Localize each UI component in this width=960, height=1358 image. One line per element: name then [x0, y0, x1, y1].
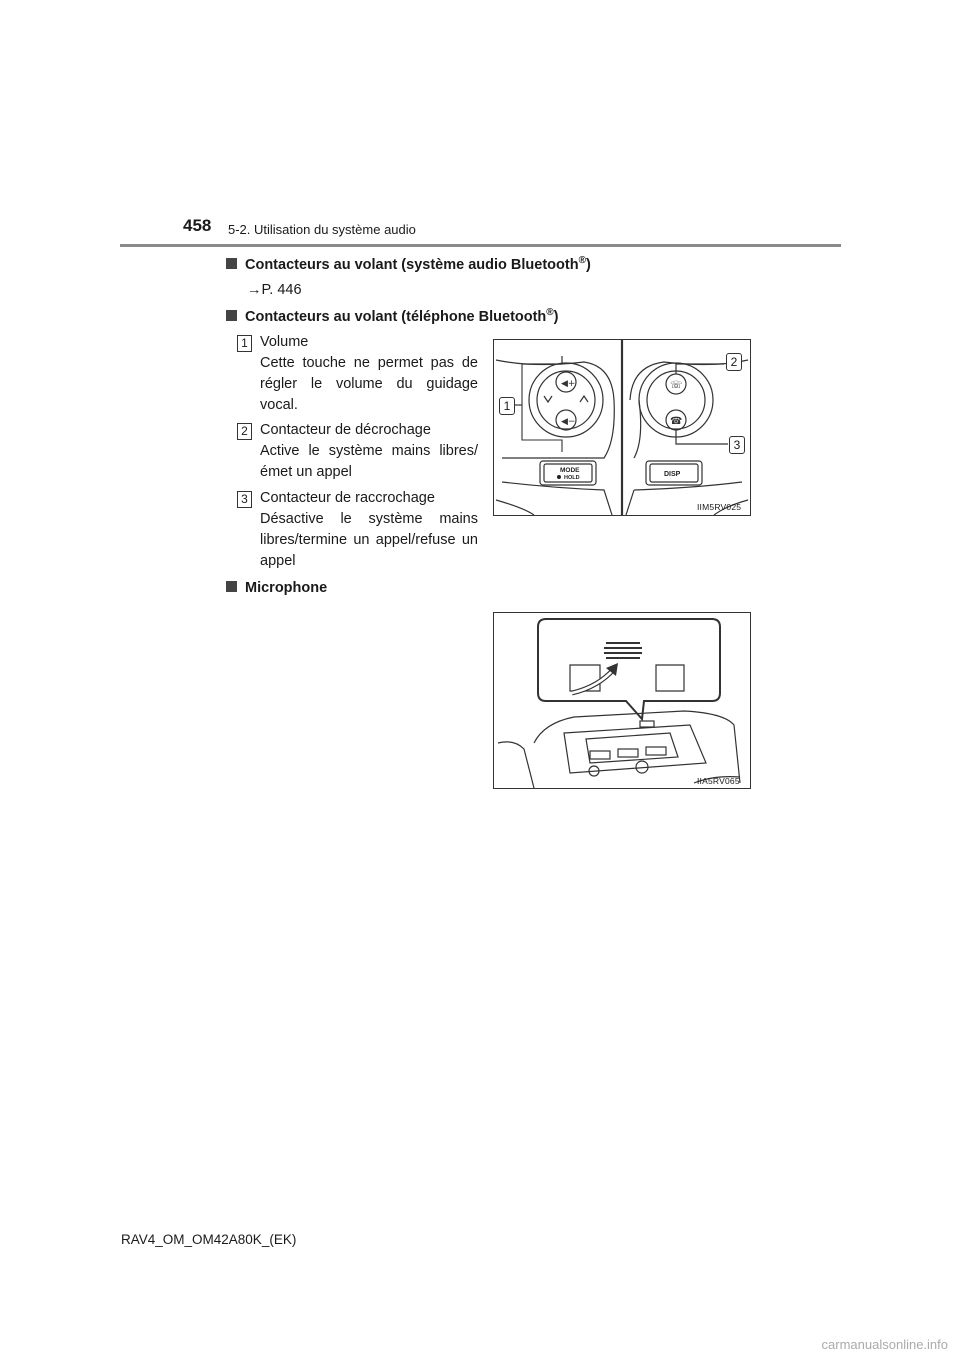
- hold-button-label: HOLD: [564, 475, 580, 481]
- callout-2-badge: 2: [726, 353, 742, 371]
- volume-up-icon: ◀+: [561, 379, 576, 389]
- heading-audio-switches: Contacteurs au volant (système audio Bluetooth®): [226, 255, 591, 273]
- heading-phone-switches: Contacteurs au volant (téléphone Bluetooth®): [226, 307, 559, 325]
- microphone-figure: [493, 612, 751, 789]
- figure-code: IIA5RV065: [697, 776, 740, 786]
- mode-button-label: MODE: [560, 467, 580, 474]
- volume-down-icon: ◀−: [561, 417, 576, 427]
- steering-switch-illustration: [494, 340, 750, 515]
- section-title: 5-2. Utilisation du système audio: [228, 222, 416, 237]
- square-bullet-icon: [226, 310, 237, 321]
- item-number-badge: 1: [237, 335, 252, 352]
- item-title: Volume: [260, 334, 309, 350]
- callout-1-badge: 1: [499, 397, 515, 415]
- document-code: RAV4_OM_OM42A80K_(EK): [121, 1232, 297, 1247]
- figure-code: IIM5RV025: [697, 502, 742, 512]
- steering-switch-figure: [493, 339, 751, 516]
- heading-microphone: Microphone: [226, 580, 327, 596]
- microphone-illustration: [494, 613, 750, 788]
- page-reference: [247, 280, 302, 301]
- item-description: Active le système mains libres/ émet un appel: [260, 443, 478, 480]
- item-number-badge: 2: [237, 423, 252, 440]
- arrow-icon: →: [247, 282, 262, 298]
- callout-3-badge: 3: [729, 436, 745, 454]
- page-reference-link[interactable]: P. 446: [261, 282, 302, 298]
- page-number: 458: [183, 216, 212, 235]
- item-description: Cette touche ne permet pas de régler le volume du guidage vocal.: [260, 355, 478, 413]
- header-divider: [120, 244, 841, 247]
- item-number-badge: 3: [237, 491, 252, 508]
- square-bullet-icon: [226, 581, 237, 592]
- item-title: Contacteur de raccrochage: [260, 490, 435, 506]
- hold-dot-icon: [557, 475, 561, 479]
- item-title: Contacteur de décrochage: [260, 422, 431, 438]
- watermark-text: carmanualsonline.info: [821, 1337, 948, 1352]
- phone-pickup-icon: ☏: [670, 380, 683, 391]
- square-bullet-icon: [226, 258, 237, 269]
- item-description: Désactive le système mains libres/termine un appel/refuse un appel: [260, 511, 478, 569]
- disp-button-label: DISP: [664, 471, 681, 478]
- phone-hangup-icon: ☎: [670, 416, 683, 427]
